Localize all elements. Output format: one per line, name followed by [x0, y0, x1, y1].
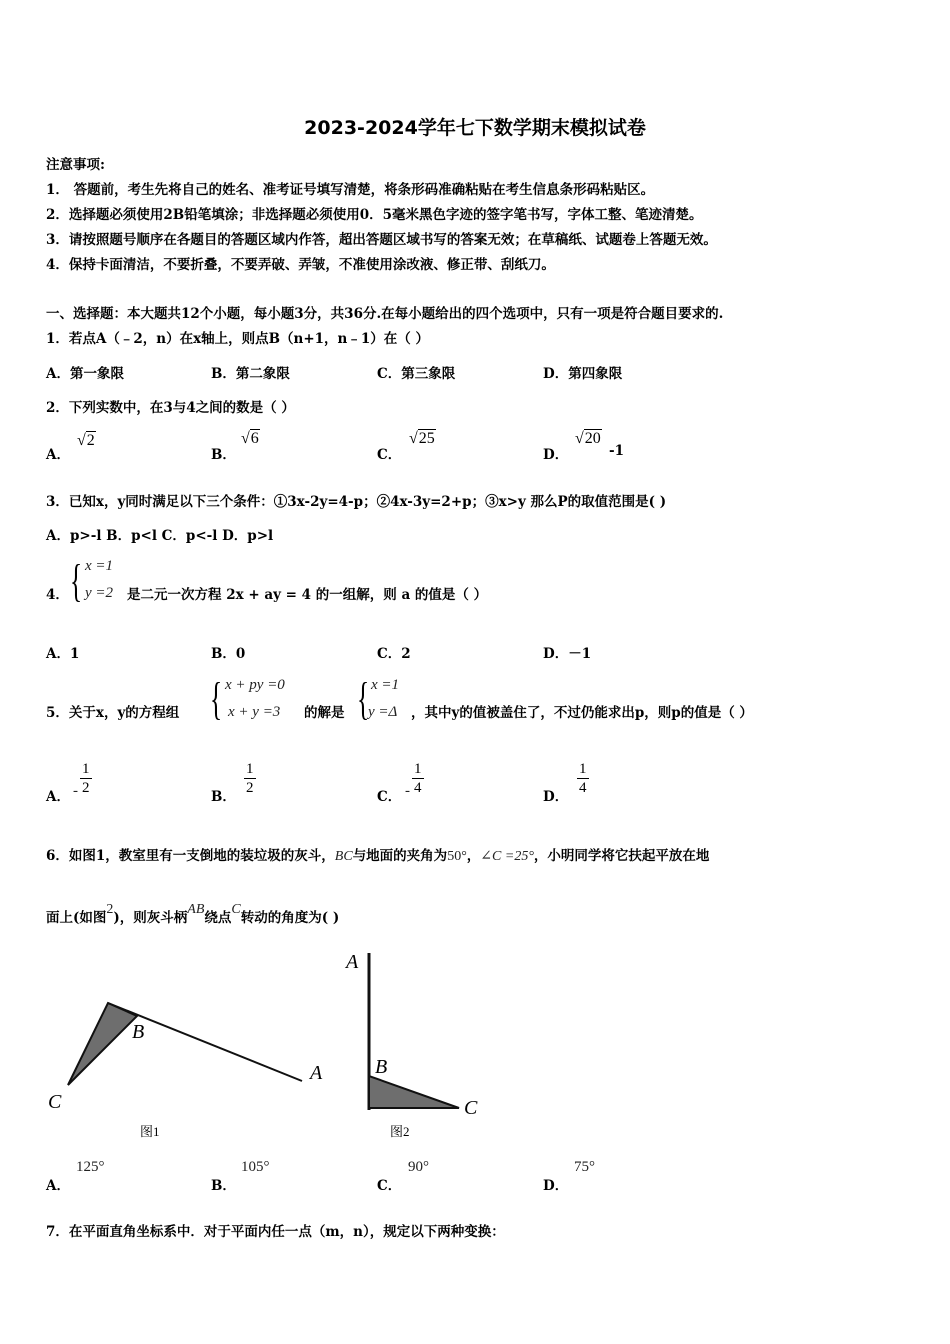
fig2-label-b: B	[375, 1056, 388, 1078]
question-4: 是二元一次方程 2x + ay = 4 的一组解，则 a 的值是（ ）	[127, 587, 488, 603]
q5-option-b-label: B．	[211, 789, 236, 805]
fig1-label-b: B	[132, 1021, 145, 1043]
dustpan-body-fig2	[369, 1076, 459, 1108]
q1-option-a: A．第一象限	[46, 366, 124, 382]
notice-item: 2．选择题必须使用2B铅笔填涂；非选择题必须使用0．5毫米黑色字迹的签字笔书写，字体工整、笔迹清楚。	[46, 207, 703, 223]
q5-option-b-value: $\frac{1}{2}$	[246, 761, 254, 796]
q5-option-d-label: D．	[543, 789, 569, 805]
q5-system1-line1: x + py =0	[225, 677, 285, 693]
fig1-label-a: A	[310, 1062, 323, 1084]
question-7: 7．在平面直角坐标系中．对于平面内任一点（m，n），规定以下两种变换：	[46, 1224, 505, 1240]
fig2-label-a: A	[346, 951, 359, 973]
q5-option-a-sign: -	[73, 783, 78, 799]
q5-option-a-label: A．	[46, 789, 70, 805]
q6-option-c-value: 90°	[408, 1159, 429, 1175]
q5-system2-line2: y =Δ	[368, 704, 398, 720]
q5-option-a-value: $\frac{1}{2}$	[82, 761, 90, 796]
figure-2	[340, 945, 500, 1150]
fig2-label-c: C	[464, 1097, 478, 1119]
q1-option-c: C．第三象限	[377, 366, 456, 382]
notice-heading: 注意事项:	[46, 157, 105, 173]
q2-option-a-label: A．	[46, 447, 70, 463]
q5-system2-line1: x =1	[371, 677, 400, 693]
q2-option-a-value: √2	[77, 432, 95, 449]
q5-prefix: 5．关于x，y的方程组	[46, 705, 180, 721]
q6-option-d-value: 75°	[574, 1159, 595, 1175]
q2-option-c-label: C．	[377, 447, 402, 463]
q4-system-line2: y =2	[85, 585, 114, 601]
q4-option-d: D．－1	[543, 646, 592, 662]
q1-option-d: D．第四象限	[543, 366, 623, 382]
q2-option-b-label: B．	[211, 447, 236, 463]
notice-item: 3．请按照题号顺序在各题目的答题区域内作答，超出答题区域书写的答案无效；在草稿纸、试题卷上答题无效。	[46, 232, 717, 248]
q5-middle: 的解是	[304, 705, 345, 721]
q3-options: A．p>-l B．p<l C．p<-l D．p>l	[46, 528, 274, 544]
q6-option-c-label: C．	[377, 1178, 402, 1194]
q4-option-c: C．2	[377, 646, 411, 662]
page-title: 2023-2024学年七下数学期末模拟试卷	[304, 117, 646, 139]
q5-system1-line2: x + y =3	[228, 704, 281, 720]
q4-option-b: B．0	[211, 646, 246, 662]
q6-option-a-label: A．	[46, 1178, 70, 1194]
dustpan-body-fig1	[68, 1003, 137, 1085]
q2-option-c-value: √25	[409, 430, 435, 447]
question-3: 3．已知x，y同时满足以下三个条件：①3x-2y=4-p；②4x-3y=2+p；③x>y 那么P的取值范围是( )	[46, 494, 667, 510]
figure-1	[40, 990, 340, 1150]
q4-number: 4．	[46, 587, 69, 603]
q6-option-b-label: B．	[211, 1178, 236, 1194]
question-1: 1．若点A（﹣2，n）在x轴上，则点B（n+1，n﹣1）在（ ）	[46, 331, 429, 347]
q5-option-c-sign: -	[405, 783, 410, 799]
fig2-caption: 图2	[390, 1124, 410, 1139]
question-2: 2．下列实数中，在3与4之间的数是（ ）	[46, 400, 295, 416]
q4-system-brace: {	[70, 555, 83, 606]
q2-option-d-value: √20	[575, 430, 601, 447]
q6-option-b-value: 105°	[241, 1159, 270, 1175]
q6-option-a-value: 125°	[76, 1159, 105, 1175]
notice-item: 1． 答题前，考生先将自己的姓名、准考证号填写清楚，将条形码准确粘贴在考生信息条形码粘贴区。	[46, 182, 655, 198]
q5-suffix: ，其中y的值被盖住了，不过仍能求出p，则p的值是（ ）	[411, 705, 753, 721]
fig1-caption: 图1	[140, 1124, 160, 1139]
q5-system2-brace: {	[357, 673, 370, 724]
q6-line1-start: 6．如图1，教室里有一支倒地的装垃圾的灰斗，BC与地面的夹角为50°，∠C =25°，小明同学将它扶起平放在地	[46, 848, 710, 864]
q2-option-b-value: √6	[241, 430, 259, 447]
q6-option-d-label: D．	[543, 1178, 569, 1194]
q5-option-c-label: C．	[377, 789, 402, 805]
q5-option-c-value: $\frac{1}{4}$	[414, 761, 422, 796]
q2-option-d-suffix: -1	[609, 443, 624, 459]
q4-system-line1: x =1	[85, 558, 114, 574]
notice-item: 4．保持卡面清洁，不要折叠，不要弄破、弄皱，不准使用涂改液、修正带、刮纸刀。	[46, 257, 555, 273]
q5-system1-brace: {	[210, 673, 223, 724]
q2-option-d-label: D．	[543, 447, 569, 463]
q5-option-d-value: $\frac{1}{4}$	[579, 761, 587, 796]
fig1-label-c: C	[48, 1091, 62, 1113]
section-heading: 一、选择题：本大题共12个小题，每小题3分，共36分.在每小题给出的四个选项中，只有一项是符合题目要求的.	[46, 306, 724, 322]
q1-option-b: B．第二象限	[211, 366, 290, 382]
q6-line2: 面上(如图2)，则灰斗柄AB绕点C转动的角度为( )	[46, 902, 340, 926]
q4-option-a: A．1	[46, 646, 80, 662]
